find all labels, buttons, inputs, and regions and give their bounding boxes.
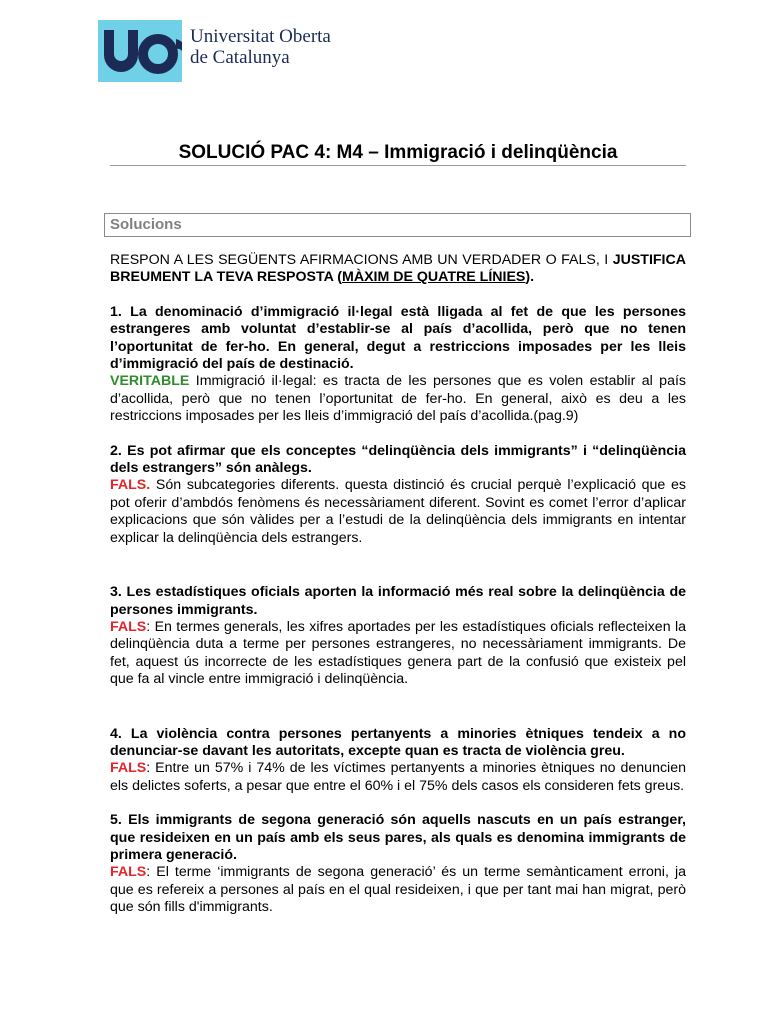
instructions-part-3: ( [333, 269, 342, 286]
answer-explanation: : El terme ‘immigrants de segona generació’ és un terme semànticament erroni, ja que es refereix a persones al país en el qual resideixen, i que per tant mai han migrat, però que són fills d'immigrants. [110, 864, 686, 916]
question-statement: 2. Es pot afirmar que els conceptes “delinqüència dels immigrants” i “delinqüència dels estrangers” són anàlegs. [110, 442, 686, 477]
instructions [110, 252, 686, 287]
question-statement: 3. Les estadístiques oficials aporten la informació més real sobre la delinqüència de persones immigrants. [110, 584, 686, 618]
instructions-part-1: RESPON A LES SEGÜENTS AFIRMACIONS AMB UN VERDADER O FALS, I [110, 252, 609, 268]
uoc-logo-mark [98, 20, 182, 82]
verdict-label: VERITABLE [110, 373, 190, 390]
section-label: Solucions [110, 216, 182, 233]
question-answer [110, 864, 686, 916]
uoc-letters-icon [98, 20, 182, 82]
document-body [110, 252, 686, 917]
instructions-part-5: ). [525, 269, 535, 286]
question-item [110, 584, 686, 688]
question-answer [110, 619, 686, 689]
verdict-label: FALS. [110, 477, 151, 494]
page-title: SOLUCIÓ PAC 4: M4 – Immigració i delinqüència [178, 142, 618, 163]
verdict-label: FALS [110, 760, 147, 777]
question-answer [110, 477, 686, 547]
question-item [110, 443, 686, 547]
uoc-logo-text [182, 20, 367, 82]
logo-line-2: de Catalunya [190, 47, 290, 68]
verdict-label: FALS [110, 618, 147, 635]
answer-explanation: : En termes generals, les xifres aportades per les estadístiques oficials reflecteixen la delinqüència duta a terme per persones estrangeres, no necessàriament immigrants. De fet, aquest ús incorrecte de les estadístiques genera part de la confusió que existeix pel que fa al vincle entre immigració i delinqüència. [110, 618, 686, 688]
question-answer [110, 373, 686, 425]
answer-explanation: Immigració il·legal: es tracta de les persones que es volen establir al país d’acollida, però que no tenen l’oportunitat de fer-ho. En general, això es deu a les restriccions imposades per les lleis d’immigració del país d’acollida.(pag.9) [110, 373, 686, 425]
question-item [110, 726, 686, 796]
verdict-label: FALS [110, 864, 147, 881]
question-item [110, 812, 686, 916]
title-divider [110, 165, 686, 166]
solutions-section-header [104, 213, 691, 237]
question-statement: 4. La violència contra persones pertanyents a minories ètniques tendeix a no denunciar-se davant les autoritats, excepte quan es tracta de violència greu. [110, 725, 686, 759]
question-item [110, 304, 686, 426]
answer-explanation: : Entre un 57% i 74% de les víctimes pertanyents a minories ètniques no denuncien els delictes soferts, a pesar que entre el 60% i el 75% dels casos els consideren fets greus. [110, 760, 686, 794]
question-statement: 5. Els immigrants de segona generació són aquells nascuts en un país estranger, que resideixen en un país amb els seus pares, als quals es denomina immigrants de primera generació. [110, 812, 686, 863]
logo-line-1: Universitat Oberta [190, 26, 331, 47]
instructions-part-2: JUSTIFICA BREUMENT LA TEVA RESPOSTA [110, 252, 686, 286]
instructions-part-4: MÀXIM DE QUATRE LÍNIES [342, 269, 526, 286]
uoc-logo [98, 20, 367, 82]
question-statement: 1. La denominació d’immigració il·legal està lligada al fet de que les persones estrangeres amb voluntat d’establir-se al país d’acollida, però que no tenen l’oportunitat de fer-ho. En general, degut a restriccions imposades per les lleis d’immigració del país de destinació. [110, 303, 686, 373]
question-answer [110, 760, 686, 795]
answer-explanation: Són subcategories diferents. questa distinció és crucial perquè l’explicació que es pot oferir d’ambdós fenòmens és necessàriament diferent. Sovint es comet l’error d’aplicar explicacions que són vàlides per a l’estudi de la delinqüència dels immigrants en intentar explicar la delinqüència dels estrangers. [110, 477, 686, 546]
